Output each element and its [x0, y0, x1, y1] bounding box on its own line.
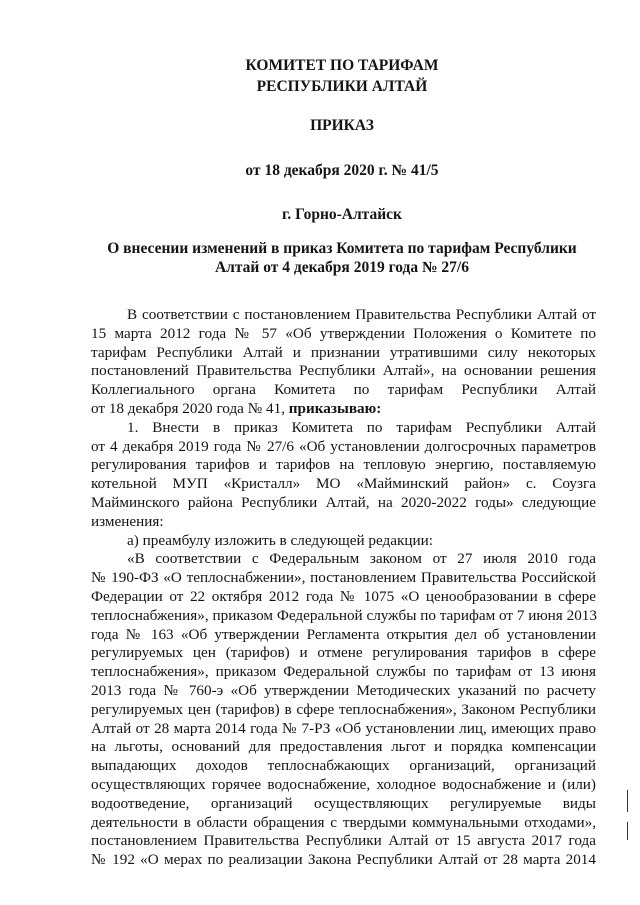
text-line — [91, 400, 596, 419]
text-line: 2013 года № 760-э «Об утверждении Методических указаний по расчету — [91, 681, 596, 699]
text-line: регулирования тарифов и тарифов на тепловую энергию, поставляемую — [91, 456, 596, 474]
text-line: № 192 «О мерах по реализации Закона Республики Алтай от 28 марта 2014 — [91, 851, 596, 869]
text-line: 15 марта 2012 года № 57 «Об утверждении Положения о Комитете по — [91, 324, 596, 342]
text-line: котельной МУП «Кристалл» МО «Майминский район» с. Соузга — [91, 475, 596, 493]
text-line: теплоснабжения», приказом Федеральной службы по тарифам от 13 июня — [91, 663, 596, 681]
text-line: водоотведение, организаций осуществляющих регулируемые виды — [91, 794, 596, 812]
text-fragment: от 18 декабря 2020 года № 41, — [91, 399, 285, 417]
margin-scan-mark — [627, 822, 628, 840]
organization-name-line-2: РЕСПУБЛИКИ АЛТАЙ — [256, 78, 428, 95]
text-line: постановлений Правительства Республики Алтай», на основании решения — [91, 362, 596, 380]
text-line: Майминского района Республики Алтай, на 2020-2022 годы» следующие — [91, 493, 596, 511]
order-keyword: приказываю: — [288, 399, 382, 417]
text-line: на льготы, оснований для предоставления льгот и порядка компенсации — [91, 738, 596, 756]
text-line: теплоснабжения», приказом Федеральной службы по тарифам от 7 июня 2013 — [91, 606, 597, 624]
text-line: деятельности в области обращения с твердыми коммунальными отходами», — [91, 813, 596, 831]
text-line: постановлением Правительства Республики Алтай от 15 августа 2017 года — [91, 832, 596, 850]
text-line: года № 163 «Об утверждении Регламента открытия дел об установлении — [91, 625, 596, 643]
document-date-number: от 18 декабря 2020 г. № 41/5 — [245, 162, 439, 179]
organization-name-line-1: КОМИТЕТ ПО ТАРИФАМ — [245, 57, 439, 74]
document-title-line-1: О внесении изменений в приказ Комитета по тарифам Республики — [107, 240, 577, 257]
text-line: В соответствии с постановлением Правительства Республики Алтай от — [127, 306, 596, 323]
document-city: г. Горно-Алтайск — [282, 206, 402, 223]
text-line: изменения: — [91, 512, 164, 530]
document-body — [91, 306, 596, 870]
text-line: «В соответствии с Федеральным законом от 27 июля 2010 года — [127, 550, 596, 568]
text-line: Коллегиального органа Комитета по тарифам Республики Алтай — [91, 381, 596, 399]
text-line: № 190-ФЗ «О теплоснабжении», постановлением Правительства Российской — [91, 569, 596, 587]
document-title-line-2: Алтай от 4 декабря 2019 года № 27/6 — [214, 259, 469, 276]
margin-scan-mark — [627, 790, 628, 812]
text-line: тарифам Республики Алтай и признании утратившими силу некоторых — [91, 343, 596, 361]
text-line: выпадающих доходов теплоснабжающих организаций, организаций — [91, 757, 596, 775]
text-line: Федерации от 22 октября 2012 года № 1075 «О ценообразовании в сфере — [91, 587, 596, 605]
text-line: регулируемых цен (тарифов) и отмене регулирования тарифов в сфере — [91, 644, 596, 662]
text-line: а) преамбулу изложить в следующей редакции: — [127, 531, 433, 549]
text-line: от 4 декабря 2019 года № 27/6 «Об установлении долгосрочных параметров — [91, 437, 596, 455]
text-line: 1. Внести в приказ Комитета по тарифам Республики Алтай — [127, 418, 596, 436]
text-line: осуществляющих горячее водоснабжение, холодное водоснабжение и (или) — [91, 775, 596, 793]
text-line: регулируемых цен (тарифов) в сфере теплоснабжения», Законом Республики — [91, 700, 596, 718]
document-type: ПРИКАЗ — [310, 117, 374, 134]
text-line: Алтай от 28 марта 2014 года № 7-РЗ «Об установлении лиц, имеющих право — [91, 719, 596, 737]
